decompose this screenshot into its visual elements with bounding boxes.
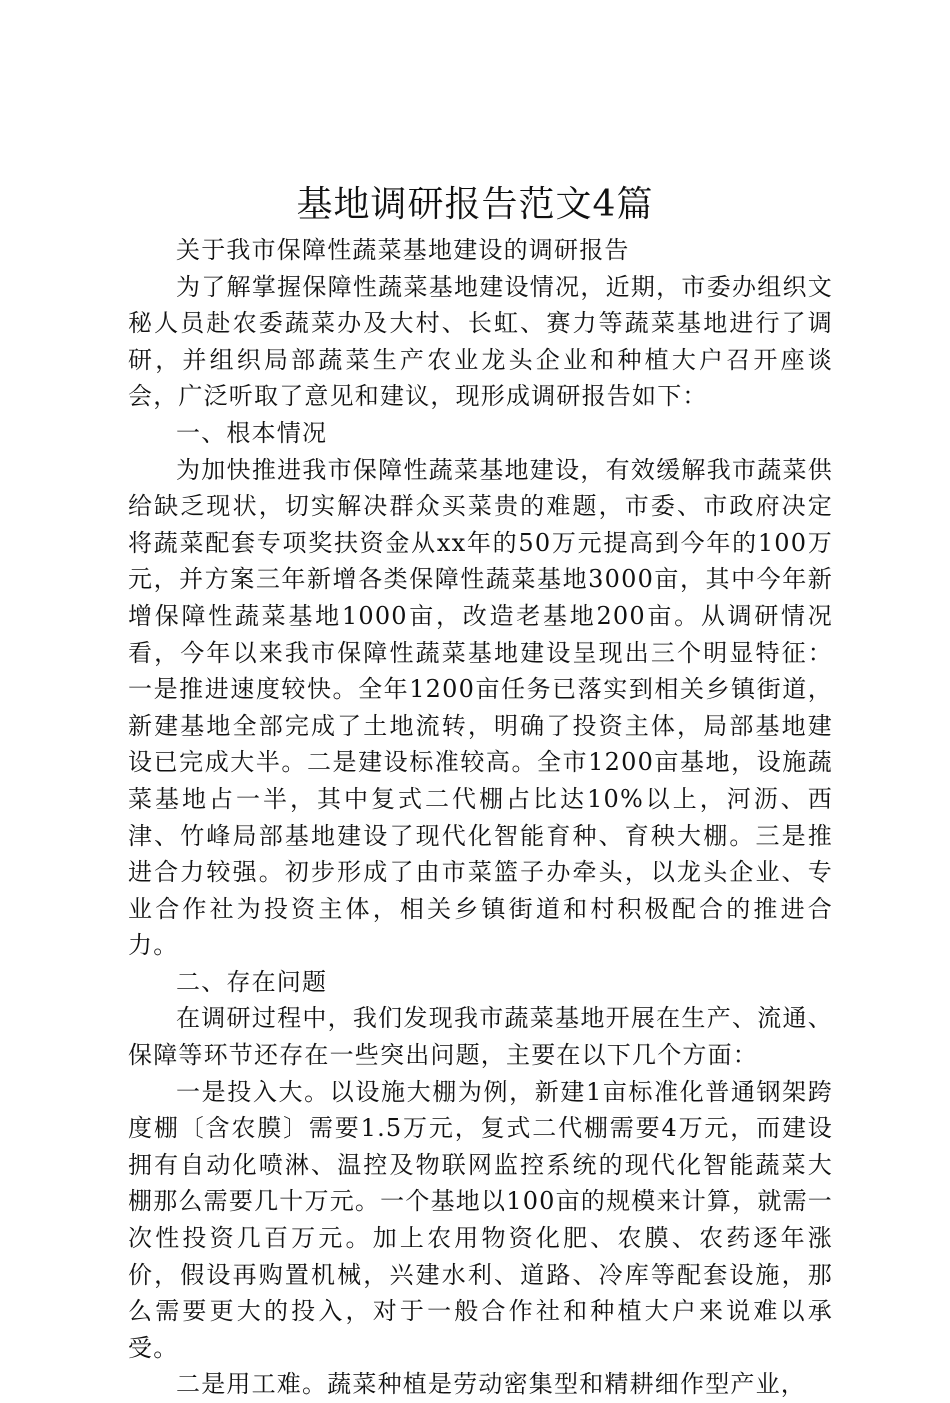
paragraph-basic-situation: 为加快推进我市保障性蔬菜基地建设，有效缓解我市蔬菜供给缺乏现状，切实解决群众买菜贵的难题，市委、市政府决定将蔬菜配套专项奖扶资金从xx年的50万元提高到今年的100万元，并方案三年新增各类保障性蔬菜基地3000亩，其中今年新增保障性蔬菜基地1000亩，改造老基地200亩。从调研情况看，今年以来我市保障性蔬菜基地建设呈现出三个明显特征：一是推进速度较快。全年1200亩任务已落实到相关乡镇街道，新建基地全部完成了土地流转，明确了投资主体，局部基地建设已完成大半。二是建设标准较高。全市1200亩基地，设施蔬菜基地占一半，其中复式二代棚占比达10%以上，河沥、西津、竹峰局部基地建设了现代化智能育种、育秧大棚。三是推进合力较强。初步形成了由市菜篮子办牵头，以龙头企业、专业合作社为投资主体，相关乡镇街道和村积极配合的推进合力。 xyxy=(128,455,833,960)
paragraph-labor-difficulty: 二是用工难。蔬菜种植是劳动密集型和精耕细作型产业， xyxy=(176,1370,806,1399)
paragraph-intro: 为了解掌握保障性蔬菜基地建设情况，近期，市委办组织文秘人员赴农委蔬菜办及大村、长虹、赛力等蔬菜基地进行了调研，并组织局部蔬菜生产农业龙头企业和种植大户召开座谈会，广泛听取了意见和建议，现形成调研报告如下： xyxy=(128,272,833,411)
document-body xyxy=(128,232,833,1403)
paragraph-problems-intro: 在调研过程中，我们发现我市蔬菜基地开展在生产、流通、保障等环节还存在一些突出问题，主要在以下几个方面： xyxy=(128,1004,833,1070)
document-title: 基地调研报告范文4篇 xyxy=(296,184,654,225)
section-heading-problems: 二、存在问题 xyxy=(176,967,328,996)
paragraph-high-investment: 一是投入大。以设施大棚为例，新建1亩标准化普通钢架跨度棚〔含农膜〕需要1.5万元，复式二代棚需要4万元，而建设拥有自动化喷淋、温控及物联网监控系统的现代化智能蔬菜大棚那么需要几十万元。一个基地以100亩的规模来计算，就需一次性投资几百万元。加上农用物资化肥、农膜、农药逐年涨价，假设再购置机械，兴建水利、道路、冷库等配套设施，那么需要更大的投入，对于一般合作社和种植大户来说难以承受。 xyxy=(128,1077,833,1362)
section-heading-basic-situation: 一、根本情况 xyxy=(176,418,328,447)
report-heading: 关于我市保障性蔬菜基地建设的调研报告 xyxy=(176,236,630,264)
